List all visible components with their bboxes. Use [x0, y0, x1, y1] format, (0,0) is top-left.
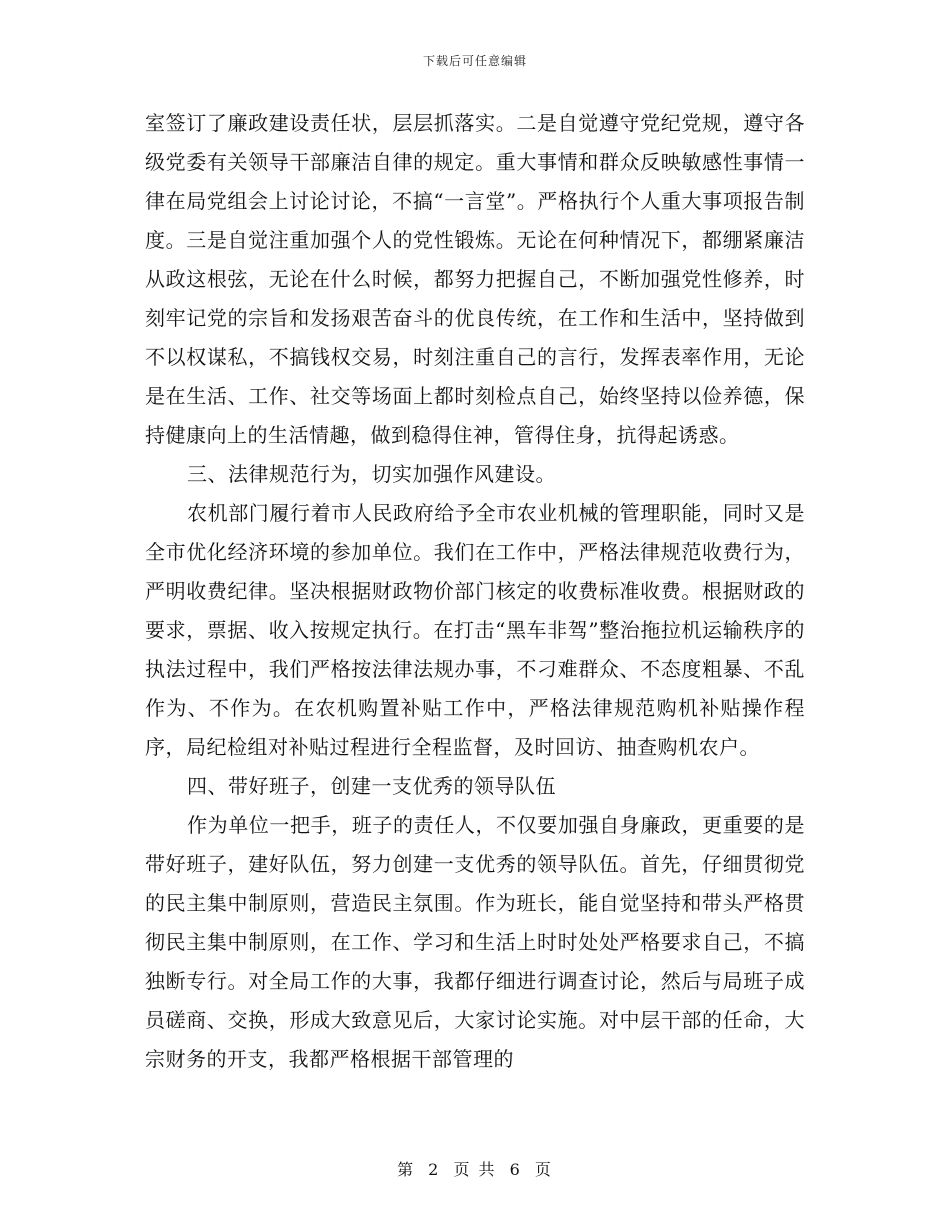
page-footer: [0, 1157, 950, 1180]
document-body: [145, 104, 805, 1079]
section-heading-3: 三、法律规范行为，切实加强作风建设。: [187, 462, 556, 486]
page-number: 2: [428, 1160, 441, 1179]
page-header-note: 下载后可任意编辑: [422, 54, 527, 68]
body-paragraph: 作为单位一把手，班子的责任人，不仅要加强自身廉政，更重要的是带好班子，建好队伍，努力创建一支优秀的领导队伍。首先，仔细贯彻党的民主集中制原则，营造民主氛围。作为班长，能自觉坚持和带头严格贯彻民主集中制原则，在工作、学习和生活上时时处处严格要求自己，不搞独断专行。对全局工作的大事，我都仔细进行调查讨论，然后与局班子成员磋商、交换，形成大致意见后，大家讨论实施。对中层干部的任命，大宗财务的开支，我都严格根据干部管理的: [145, 813, 805, 1071]
footer-suffix: 页: [534, 1160, 553, 1179]
section-heading-4: 四、带好班子，创建一支优秀的领导队伍: [187, 774, 556, 798]
footer-prefix: 第: [397, 1160, 416, 1179]
page-total: 6: [509, 1160, 522, 1179]
footer-middle: 页 共: [453, 1160, 497, 1179]
body-paragraph: 室签订了廉政建设责任状，层层抓落实。二是自觉遵守党纪党规，遵守各级党委有关领导干部廉洁自律的规定。重大事情和群众反映敏感性事情一律在局党组会上讨论讨论，不搞“一言堂”。严格执行个人重大事项报告制度。三是自觉注重加强个人的党性锻炼。无论在何种情况下，都绷紧廉洁从政这根弦，无论在什么时候，都努力把握自己，不断加强党性修养，时刻牢记党的宗旨和发扬艰苦奋斗的优良传统，在工作和生活中，坚持做到不以权谋私，不搞钱权交易，时刻注重自己的言行，发挥表率作用，无论是在生活、工作、社交等场面上都时刻检点自己，始终坚持以俭养德，保持健康向上的生活情趣，做到稳得住神，管得住身，抗得起诱惑。: [145, 111, 805, 447]
body-paragraph: 农机部门履行着市人民政府给予全市农业机械的管理职能，同时又是全市优化经济环境的参加单位。我们在工作中，严格法律规范收费行为，严明收费纪律。坚决根据财政物价部门核定的收费标准收费。根据财政的要求，票据、收入按规定执行。在打击“黑车非驾”整治拖拉机运输秩序的执法过程中，我们严格按法律法规办事，不刁难群众、不态度粗暴、不乱作为、不作为。在农机购置补贴工作中，严格法律规范购机补贴操作程序，局纪检组对补贴过程进行全程监督，及时回访、抽查购机农户。: [145, 501, 805, 759]
